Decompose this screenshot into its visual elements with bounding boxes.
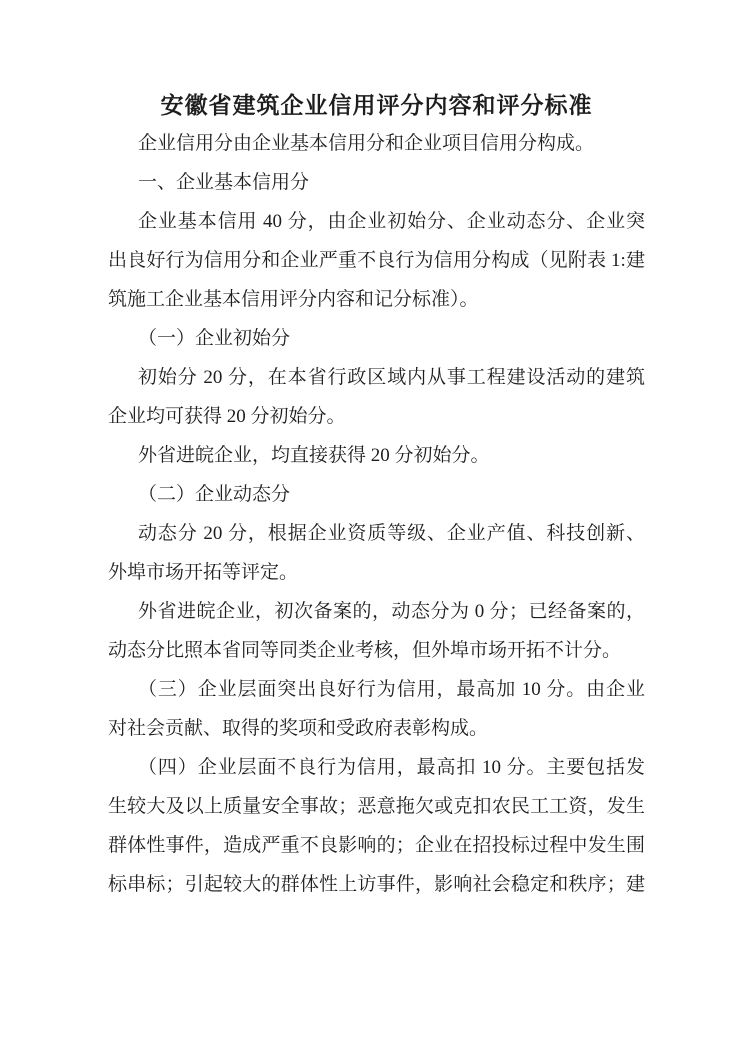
text-line: 企业信用分由企业基本信用分和企业项目信用分构成。 <box>138 133 595 154</box>
text-line: 企业均可获得 20 分初始分。 <box>108 406 346 427</box>
text-line: 企业基本信用 40 分，由企业初始分、企业动态分、企业突 <box>138 211 645 232</box>
text-line: 外埠市场开拓等评定。 <box>108 562 299 583</box>
text-line: （一）企业初始分 <box>138 328 291 349</box>
text-line: （二）企业动态分 <box>138 484 291 505</box>
text-line: 初始分 20 分，在本省行政区域内从事工程建设活动的建筑 <box>138 367 645 388</box>
text-line: 筑施工企业基本信用评分内容和记分标准）。 <box>108 289 479 310</box>
text-line: 一、企业基本信用分 <box>138 172 310 193</box>
text-line: 外省进皖企业，初次备案的，动态分为 0 分；已经备案的， <box>138 601 645 622</box>
text-line: 动态分比照本省同等同类企业考核，但外埠市场开拓不计分。 <box>108 640 622 661</box>
document-body <box>108 124 645 904</box>
text-line: 出良好行为信用分和企业严重不良行为信用分构成（见附表 1:建 <box>108 250 645 271</box>
text-line: 生较大及以上质量安全事故；恶意拖欠或克扣农民工工资，发生 <box>108 796 645 817</box>
text-line: 对社会贡献、取得的奖项和受政府表彰构成。 <box>108 718 489 739</box>
document-title: 安徽省建筑企业信用评分内容和评分标准 <box>160 93 593 118</box>
text-line: 动态分 20 分，根据企业资质等级、企业产值、科技创新、 <box>138 523 645 544</box>
text-line: 标串标；引起较大的群体性上访事件，影响社会稳定和秩序；建 <box>108 874 645 895</box>
text-line: （三）企业层面突出良好行为信用，最高加 10 分。由企业 <box>138 679 645 700</box>
text-line: 群体性事件，造成严重不良影响的；企业在招投标过程中发生围 <box>108 835 645 856</box>
text-line: （四）企业层面不良行为信用，最高扣 10 分。主要包括发 <box>138 757 645 778</box>
text-line: 外省进皖企业，均直接获得 20 分初始分。 <box>138 445 490 466</box>
